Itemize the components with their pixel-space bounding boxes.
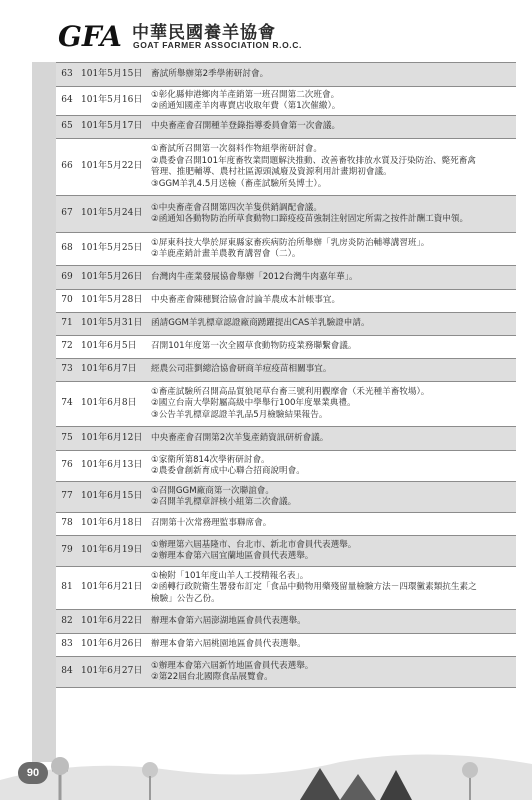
entry-number: 76 <box>56 451 78 482</box>
entry-number: 73 <box>56 359 78 382</box>
description-line: ②函通知國產羊肉專賣店收取年費（第1次催繳）。 <box>151 101 341 111</box>
entry-date: 101年6月19日 <box>78 536 148 567</box>
description-line: ①中央畜產會召開第四次羊隻供銷調配會議。 <box>151 202 322 213</box>
entry-number: 82 <box>56 610 78 634</box>
description-line: ②農委會召開101年度畜牧業問題解決推動、改善畜牧排放水質及汙染防治、斃死畜禽 <box>151 155 476 166</box>
event-log-table <box>56 62 516 688</box>
entry-date: 101年6月22日 <box>78 610 148 634</box>
entry-date: 101年6月8日 <box>78 382 148 427</box>
entry-description <box>148 139 516 196</box>
description-line: ①畜產試驗所召開高品質狼尾草台畜三號利用觀摩會（禾光種羊畜牧場）。 <box>151 386 430 397</box>
entry-description <box>148 266 516 290</box>
description-line: ②函轉行政院衛生署發布訂定「食品中動物用藥殘留量檢驗方法－四環黴素類抗生素之 <box>151 582 477 593</box>
description-line: ①畜試所召開第一次芻料作物組學術研討會。 <box>151 144 322 154</box>
table-row <box>56 290 516 313</box>
page-number: 90 <box>18 762 48 784</box>
entry-description <box>148 536 516 567</box>
entry-description <box>148 382 516 427</box>
description-line: 辦理本會第六屆桃園地區會員代表選舉。 <box>151 639 306 650</box>
description-line: 辦理本會第六屆澎湖地區會員代表選舉。 <box>151 615 306 626</box>
table-row <box>56 451 516 482</box>
table-row <box>56 657 516 688</box>
table-row <box>56 567 516 610</box>
table-row <box>56 313 516 336</box>
description-line: 中央畜產會召開第2次羊隻產銷資訊研析會議。 <box>151 432 329 443</box>
table-row <box>56 536 516 567</box>
description-line: ①家衛所第814次學術研討會。 <box>151 454 270 465</box>
entry-description <box>148 657 516 688</box>
entry-date: 101年5月22日 <box>78 139 148 196</box>
entry-number: 63 <box>56 63 78 87</box>
association-logo <box>58 20 128 50</box>
entry-number: 66 <box>56 139 78 196</box>
description-line: ①辦理本會第六屆新竹地區會員代表選舉。 <box>151 660 314 671</box>
description-line: ③公告羊乳標章認證羊乳品5月檢驗結果報告。 <box>151 409 328 420</box>
entry-description <box>148 482 516 513</box>
entry-date: 101年6月18日 <box>78 513 148 536</box>
table-row <box>56 482 516 513</box>
entry-date: 101年6月27日 <box>78 657 148 688</box>
svg-text:GFA: GFA <box>58 20 122 50</box>
entry-date: 101年5月28日 <box>78 290 148 313</box>
entry-date: 101年6月5日 <box>78 336 148 359</box>
description-line: ②辦理本會第六屆宜蘭地區會員代表選舉。 <box>151 551 314 561</box>
org-name-english: GOAT FARMER ASSOCIATION R.O.C. <box>133 40 302 50</box>
entry-date: 101年6月13日 <box>78 451 148 482</box>
table-row <box>56 336 516 359</box>
entry-description <box>148 610 516 634</box>
table-row <box>56 116 516 139</box>
entry-date: 101年5月26日 <box>78 266 148 290</box>
description-line: 中央畜產會陳穗賢洽協會討論羊農成本計帳事宜。 <box>151 295 341 306</box>
entry-description <box>148 313 516 336</box>
table-row <box>56 359 516 382</box>
entry-number: 74 <box>56 382 78 427</box>
table-row <box>56 196 516 233</box>
entry-number: 72 <box>56 336 78 359</box>
description-line: 管理、推肥輔導、農村社區源頭減廢及資源利用計畫期初會議。 <box>151 167 392 177</box>
page-header <box>0 0 532 62</box>
description-line: 召開第十次常務理監事聯席會。 <box>151 518 272 529</box>
entry-date: 101年5月15日 <box>78 63 148 87</box>
side-band <box>32 62 56 762</box>
entry-number: 79 <box>56 536 78 567</box>
description-line: ②羊鹿產銷計畫羊農教育講習會（二）。 <box>151 249 301 259</box>
description-line: 中央畜產會召開種羊登錄指導委員會第一次會議。 <box>151 121 341 132</box>
entry-number: 78 <box>56 513 78 536</box>
entry-description <box>148 359 516 382</box>
description-line: ②農委會創新育成中心聯合招商說明會。 <box>151 466 305 476</box>
entry-description <box>148 233 516 266</box>
table-row <box>56 63 516 87</box>
entry-description <box>148 451 516 482</box>
entry-description <box>148 567 516 610</box>
entry-number: 69 <box>56 266 78 290</box>
description-line: ③GGM羊乳4.5月送檢（畜產試驗所吳博士）。 <box>151 178 327 189</box>
entry-number: 70 <box>56 290 78 313</box>
table-row <box>56 634 516 657</box>
entry-description <box>148 427 516 451</box>
entry-number: 77 <box>56 482 78 513</box>
description-line: 檢驗」公告乙份。 <box>151 593 220 604</box>
entry-date: 101年5月16日 <box>78 87 148 116</box>
entry-description <box>148 63 516 87</box>
table-row <box>56 87 516 116</box>
entry-date: 101年5月31日 <box>78 313 148 336</box>
description-line: ①召開GGM廠商第一次聯誼會。 <box>151 485 274 496</box>
table-row <box>56 427 516 451</box>
footer-decoration <box>0 740 532 800</box>
entry-description <box>148 634 516 657</box>
table-row <box>56 139 516 196</box>
org-name-chinese: 中華民國養羊協會 <box>132 23 276 43</box>
entry-date: 101年6月15日 <box>78 482 148 513</box>
entry-description <box>148 116 516 139</box>
table-row <box>56 513 516 536</box>
entry-date: 101年6月12日 <box>78 427 148 451</box>
description-line: 召開101年度第一次全國草食動物防疫業務聯繫會議。 <box>151 341 357 352</box>
entry-number: 83 <box>56 634 78 657</box>
entry-date: 101年6月26日 <box>78 634 148 657</box>
description-line: ②第22屆台北國際食品展覽會。 <box>151 672 273 682</box>
description-line: 經農公司莊劉總洽協會研商羊痘疫苗相關事宜。 <box>151 364 332 375</box>
entry-date: 101年5月17日 <box>78 116 148 139</box>
description-line: ①檢附「101年度山羊人工授精報名表」。 <box>151 570 309 581</box>
description-line: ①辦理第六屆基隆市、台北市、新北市會員代表選舉。 <box>151 539 357 550</box>
entry-number: 75 <box>56 427 78 451</box>
entry-description <box>148 87 516 116</box>
description-line: 台灣肉牛產業發展協會舉辦「2012台灣牛肉嘉年華」。 <box>151 271 358 282</box>
description-line: ②函通知各動物防治所草食動物口蹄疫疫苗強制注射固定所需之按件計酬工資申領。 <box>151 214 469 224</box>
table-row <box>56 610 516 634</box>
entry-number: 65 <box>56 116 78 139</box>
entry-description <box>148 290 516 313</box>
entry-number: 71 <box>56 313 78 336</box>
table-row <box>56 233 516 266</box>
description-line: 函請GGM羊乳標章認證廠商踴躍提出CAS羊乳驗證申請。 <box>151 318 370 329</box>
entry-number: 64 <box>56 87 78 116</box>
entry-date: 101年5月24日 <box>78 196 148 233</box>
table-row <box>56 266 516 290</box>
entry-description <box>148 513 516 536</box>
entry-number: 81 <box>56 567 78 610</box>
entry-number: 67 <box>56 196 78 233</box>
entry-number: 84 <box>56 657 78 688</box>
entry-date: 101年5月25日 <box>78 233 148 266</box>
entry-description <box>148 336 516 359</box>
description-line: 畜試所舉辦第2季學術研討會。 <box>151 68 269 79</box>
entry-description <box>148 196 516 233</box>
entry-number: 68 <box>56 233 78 266</box>
table-row <box>56 382 516 427</box>
description-line: ①屏東科技大學於屏東縣家畜疾病防治所舉辦「乳房炎防治輔導講習班」。 <box>151 237 430 248</box>
entry-date: 101年6月7日 <box>78 359 148 382</box>
description-line: ②召開羊乳標章評核小組第二次會議。 <box>151 497 297 507</box>
description-line: ②國立台南大學附屬高級中學舉行100年度畢業典禮。 <box>151 398 356 409</box>
description-line: ①彰化縣伸港鄉肉羊產銷第一班召開第二次班會。 <box>151 89 340 100</box>
entry-date: 101年6月21日 <box>78 567 148 610</box>
